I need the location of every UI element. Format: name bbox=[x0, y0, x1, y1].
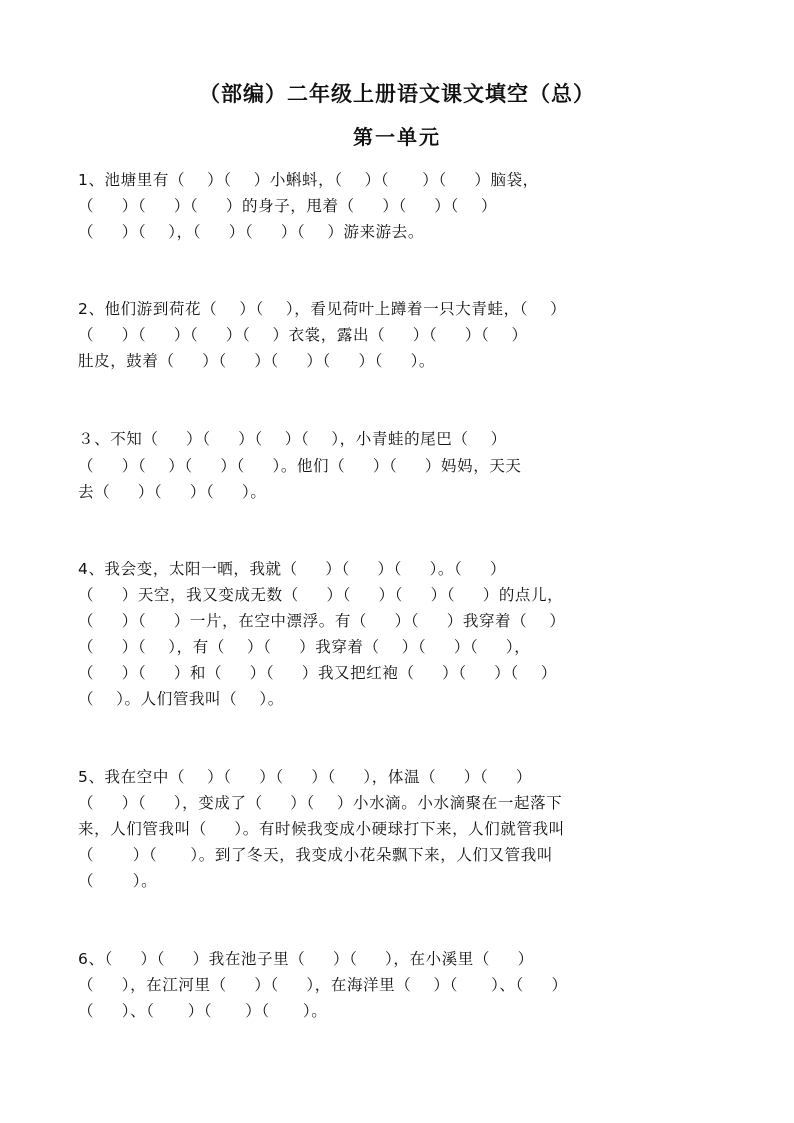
question-4-line-4: （ ）（ ），有（ ）（ ）我穿着（ ）（ ）（ ）， bbox=[78, 638, 531, 656]
question-3-line-2: （ ）（ ）（ ）（ ）。他们（ ）（ ）妈妈，天天 bbox=[78, 457, 522, 475]
question-3-line-3: 去（ ）（ ）（ ）。 bbox=[78, 483, 267, 501]
question-5-line-2: （ ）（ ），变成了（ ）（ ）小水滴。小水滴聚在一起落下 bbox=[78, 794, 563, 812]
unit-heading: 第一单元 bbox=[353, 125, 441, 149]
question-5-line-3: 来，人们管我叫（ ）。有时候我变成小硬球打下来，人们就管我叫 bbox=[78, 820, 565, 838]
question-4-line-3: （ ）（ ）一片，在空中漂浮。有（ ）（ ）我穿着（ ） bbox=[78, 612, 566, 630]
question-6-line-3: （ ）、（ ）（ ）（ ）。 bbox=[78, 1002, 328, 1020]
question-4-line-2: （ ）天空，我又变成无数（ ）（ ）（ ）（ ）的点儿， bbox=[78, 586, 564, 604]
question-3-line-1: ３、不知（ ）（ ）（ ）（ ），小青蛙的尾巴（ ） bbox=[78, 430, 507, 448]
question-2-line-1: 2、他们游到荷花（ ）（ ），看见荷叶上蹲着一只大青蛙，（ ） bbox=[78, 300, 567, 318]
page-title: （部编）二年级上册语文课文填空（总） bbox=[199, 81, 595, 106]
question-2-line-3: 肚皮，鼓着（ ）（ ）（ ）（ ）（ ）。 bbox=[78, 352, 436, 370]
question-1-line-3: （ ）（ ），（ ）（ ）（ ）游来游去。 bbox=[78, 223, 424, 241]
question-2-line-2: （ ）（ ）（ ）（ ）衣裳，露出（ ）（ ）（ ） bbox=[78, 326, 528, 344]
question-5-line-4: （ ）（ ）。到了冬天，我变成小花朵飘下来，人们又管我叫 bbox=[78, 846, 553, 864]
question-6-line-2: （ ），在江河里（ ）（ ），在海洋里（ ）（ ）、（ ） bbox=[78, 976, 568, 994]
question-1-line-2: （ ）（ ）（ ）的身子，甩着（ ）（ ）（ ） bbox=[78, 197, 498, 215]
question-5-line-5: （ ）。 bbox=[78, 872, 158, 890]
question-4-line-6: （ ）。人们管我叫（ ）。 bbox=[78, 690, 284, 708]
question-6-line-1: 6、（ ）（ ）我在池子里（ ）（ ），在小溪里（ ） bbox=[78, 950, 534, 968]
question-4-line-1: 4、我会变，太阳一晒，我就（ ）（ ）（ ）。（ ） bbox=[78, 560, 507, 578]
question-1-line-1: 1、池塘里有（ ）（ ）小蝌蚪，（ ）（ ）（ ）脑袋， bbox=[78, 171, 539, 189]
question-5-line-1: 5、我在空中（ ）（ ）（ ）（ ），体温（ ）（ ） bbox=[78, 768, 532, 786]
question-4-line-5: （ ）（ ）和（ ）（ ）我又把红袍（ ）（ ）（ ） bbox=[78, 664, 557, 682]
